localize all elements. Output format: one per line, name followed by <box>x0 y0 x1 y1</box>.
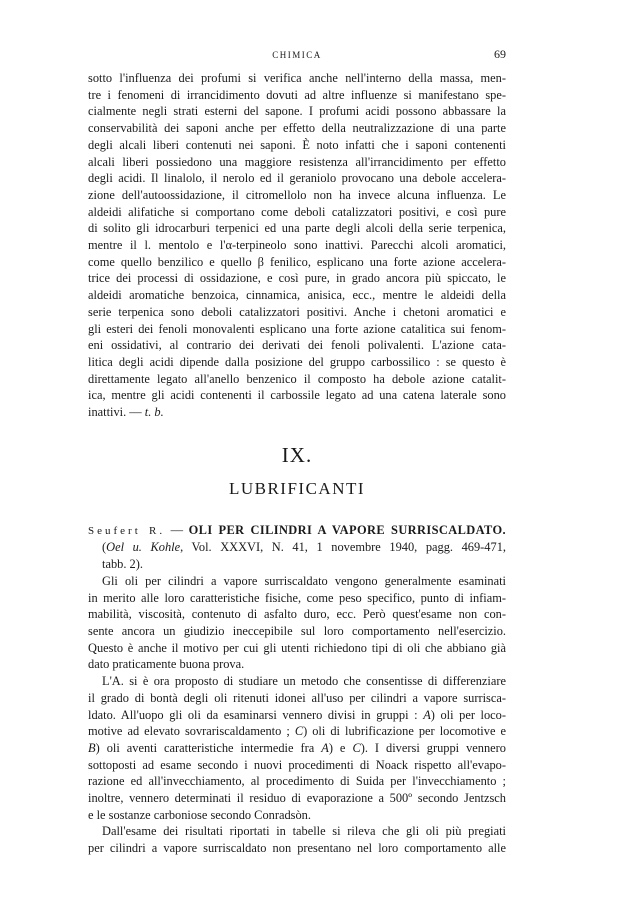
text-line: aldeidi alifatiche si comportano come deboli catalizzatori positivi, e così pure <box>88 204 506 219</box>
running-head <box>88 47 506 70</box>
text-line: mentre il l. mentolo e l'α-terpineolo sono inattivi. Parecchi alcoli aromatici, <box>88 238 506 253</box>
section-number: IX. <box>281 442 313 467</box>
paragraph-results <box>88 823 506 856</box>
entry-citation-line <box>88 539 506 556</box>
entry-dash: — <box>165 522 189 537</box>
group-label-c: C <box>294 724 304 739</box>
text-line: in merito alle loro caratteristiche fisiche, come peso specifico, punto di infiam- <box>88 590 506 605</box>
text-line-closing <box>88 404 506 421</box>
group-label-a: A <box>423 707 431 722</box>
text-line: dato praticamente buona prova. <box>88 657 245 672</box>
text-line: e le sostanze carboniose secondo Conradsòn. <box>88 807 311 822</box>
cite-details: , Vol. XXXVI, N. 41, 1 novembre 1940, pagg. 469-471, <box>180 540 506 555</box>
bibliographic-entry <box>88 522 506 573</box>
text-line: alcali liberi possiedono una maggiore resistenza all'irrancidimento per effetto <box>88 154 506 169</box>
text-line: di solito gli idrocarburi terpenici ed una parte degli alcoli della serie terpenica, <box>88 221 506 236</box>
text-line: tre i fenomeni di irrancidimento dovuti ad altre influenze si manifestano spe- <box>88 87 506 102</box>
text-line: gli esteri dei fenoli monovalenti esplicano una forte azione catalitica sui fenom- <box>88 321 506 336</box>
text-line: sottoposti ad esame secondo i nuovi procedimenti di Noack rispetto all'evapo- <box>88 757 506 772</box>
group-ref-a: A <box>321 740 329 755</box>
text-line: cialmente negli strati esterni del sapone. I profumi acidi possono abbassare la <box>88 104 506 119</box>
closing-text: inattivi. — <box>88 405 145 420</box>
group-ref-c: C <box>352 740 361 755</box>
entry-heading-line <box>88 522 506 540</box>
text-line: il grado di bontà degli oli ritenuti idonei all'uso per cilindri a vapore surrisca- <box>88 690 506 705</box>
text-line: serie terpenica sono deboli catalizzatori positivi. Anche i chetoni aromatici e <box>88 304 506 319</box>
entry-citation-end: tabb. 2). <box>102 557 143 572</box>
text-line: degli alcali liberi contenuti nei saponi. È noto infatti che i saponi contenenti <box>88 137 506 152</box>
entry-author: Seufert R. <box>88 524 166 537</box>
entry-title: OLI PER CILINDRI A VAPORE SURRISCALDATO. <box>188 522 506 537</box>
text-fragment: ) e <box>328 740 346 755</box>
text-line: eni ossidativi, al contrario dei derivati dei fenoli polivalenti. L'azione cata- <box>88 338 506 353</box>
text-line: Dall'esame dei risultati riportati in tabelle si rileva che gli oli più pregiati <box>102 824 506 839</box>
text-line: Gli oli per cilindri a vapore surriscaldato vengono generalmente esaminati <box>102 573 506 588</box>
text-line: direttamente legato all'anello benzenico il composto ha debole azione catalit- <box>88 371 506 386</box>
text-line <box>88 707 506 724</box>
paragraph-method <box>88 673 506 823</box>
paragraph-continued <box>88 70 506 421</box>
text-fragment: ) oli aventi caratteristiche intermedie fra <box>95 740 315 755</box>
text-fragment: ldato. All'uopo gli oli da esaminarsi vennero divisi in gruppi : <box>88 707 418 722</box>
text-line: Questo è anche il motivo per cui gli utenti richiedono tipi di oli che abbiano già <box>88 640 506 655</box>
running-head-title: CHIMICA <box>272 50 322 60</box>
text-line: inoltre, vennero determinati il residuo di evaporazione a 500º secondo Jentzsch <box>88 791 506 806</box>
text-line: trice dei processi di ossidazione, e così pure, in grado ancora più spiccato, le <box>88 271 506 286</box>
journal-name: Oel u. Kohle <box>106 540 181 555</box>
text-line: aldeidi aromatiche benzoica, cinnamica, anisica, ecc., mentre le aldeidi della <box>88 288 506 303</box>
section-title: LUBRIFICANTI <box>228 478 366 498</box>
text-line: conservabilità dei saponi anche per effetto della neutralizzazione di una parte <box>88 121 506 136</box>
reviewer-initials: t. b. <box>144 405 164 420</box>
text-line: per cilindri a vapore surriscaldato non presentano nel loro comportamento alle <box>88 841 506 856</box>
text-fragment: ). I diversi gruppi vennero <box>360 740 506 755</box>
text-line: L'A. si è ora proposto di studiare un metodo che consentisse di differenziare <box>102 674 506 689</box>
cite-open: ( <box>102 540 107 555</box>
text-line <box>88 740 506 757</box>
text-fragment: ) oli per loco- <box>430 707 507 722</box>
text-fragment: ) oli di lubrificazione per locomotive e <box>303 724 506 739</box>
text-line: litica degli acidi dipende dalla posizione del gruppo carbossilico : se questo è <box>88 354 506 369</box>
text-line: come quello benzilico e quello β fenilico, esplicano una forte azione accelera- <box>88 254 506 269</box>
text-line: sotto l'influenza dei profumi si verifica anche nell'interno della massa, men- <box>88 71 506 85</box>
text-fragment: motive ad elevato sovrariscaldamento ; <box>88 724 290 739</box>
text-line: razione ed all'invecchiamento, al procedimento di Suida per l'invecchiamento ; <box>88 774 506 789</box>
text-line: ica, mentre gli acidi contenenti il carbossile legato ad una catena laterale sono <box>88 388 506 403</box>
text-line: zione dell'autoossidazione, il citromellolo non ha invece alcuna influenza. Le <box>88 187 506 202</box>
paragraph-intro <box>88 573 506 673</box>
page-number: 69 <box>494 47 506 61</box>
group-label-b: B <box>88 740 96 755</box>
text-line: mabilità, viscosità, contenuto di asfalto duro, ecc. Però quest'esame non con- <box>88 607 506 622</box>
text-line <box>88 723 506 740</box>
journal-page <box>88 47 507 857</box>
text-line: degli acidi. Il linalolo, il nerolo ed il geraniolo provocano una debole accelera- <box>88 171 506 186</box>
text-line: sente ancora un giudizio ineccepibile sul loro comportamento nell'esercizio. <box>88 623 506 638</box>
